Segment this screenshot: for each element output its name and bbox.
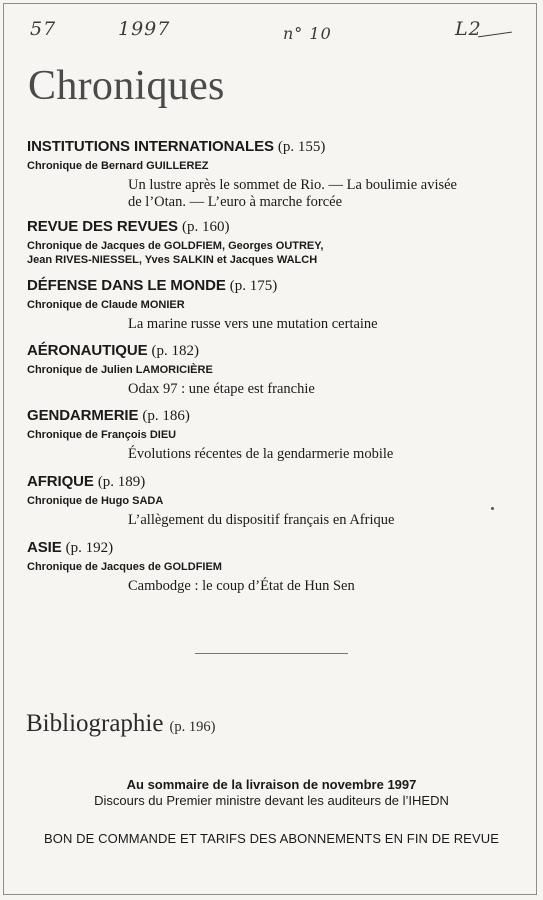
section-heading: REVUE DES REVUES [27,218,178,235]
page-reference: (p. 189) [97,474,146,490]
section-byline: Chronique de Claude MONIER [27,299,185,311]
chronicle-section [27,539,517,595]
section-topic: Odax 97 : une étape est franchie [128,381,315,397]
page-reference: (p. 160) [181,219,230,235]
section-topic: Un lustre après le sommet de Rio. — La boulimie avisée de l’Otan. — L’euro à marche forcée [128,177,457,210]
section-heading: DÉFENSE DANS LE MONDE [27,277,226,294]
section-byline: Chronique de Bernard GUILLEREZ [27,160,209,172]
handwritten-note: n° 10 [283,24,332,43]
subscription-footer: BON DE COMMANDE ET TARIFS DES ABONNEMENTS EN FIN DE REVUE [44,831,499,846]
chronicle-section [27,342,517,398]
section-heading: ASIE [27,539,62,556]
page-reference: (p. 155) [277,139,326,155]
section-byline: Chronique de Julien LAMORICIÈRE [27,364,213,376]
bibliography-heading: Bibliographie (p. 196) [26,710,216,737]
chronicle-section [27,138,517,211]
page-reference: (p. 175) [229,278,278,294]
chronicle-section [27,473,517,529]
section-topic: L’allègement du dispositif français en Afrique [128,512,395,528]
section-heading: AÉRONAUTIQUE [27,342,148,359]
page-reference: (p. 182) [151,343,199,359]
section-heading: GENDARMERIE [27,407,139,424]
section-byline: Chronique de François DIEU [27,429,177,441]
section-topic: Évolutions récentes de la gendarmerie mobile [128,446,394,462]
chronicle-section [27,218,517,267]
section-heading: INSTITUTIONS INTERNATIONALES [27,138,274,155]
page-reference: (p. 196) [169,719,216,735]
page-reference: (p. 186) [142,408,190,424]
section-topic: La marine russe vers une mutation certaine [128,316,378,332]
page-title: Chroniques [28,63,225,109]
section-byline: Chronique de Jacques de GOLDFIEM, Georges OUTREY, Jean RIVES-NIESSEL, Yves SALKIN et Jacques WALCH [27,240,324,266]
print-speck [491,507,494,510]
chronicle-section [27,407,517,463]
summary-line: Discours du Premier ministre devant les auditeurs de l’IHEDN [94,793,449,808]
page-reference: (p. 192) [65,540,114,556]
handwritten-note: 1997 [118,18,171,40]
handwritten-note: 57 [30,18,57,40]
section-byline: Chronique de Hugo SADA [27,495,164,507]
handwritten-note: L2 [455,18,482,40]
section-byline: Chronique de Jacques de GOLDFIEM [27,561,222,573]
chronicle-section [27,277,517,333]
summary-heading: Au sommaire de la livraison de novembre 1997 [126,777,417,792]
section-divider [195,653,348,654]
section-heading: AFRIQUE [27,473,94,490]
section-topic: Cambodge : le coup d’État de Hun Sen [128,578,355,594]
